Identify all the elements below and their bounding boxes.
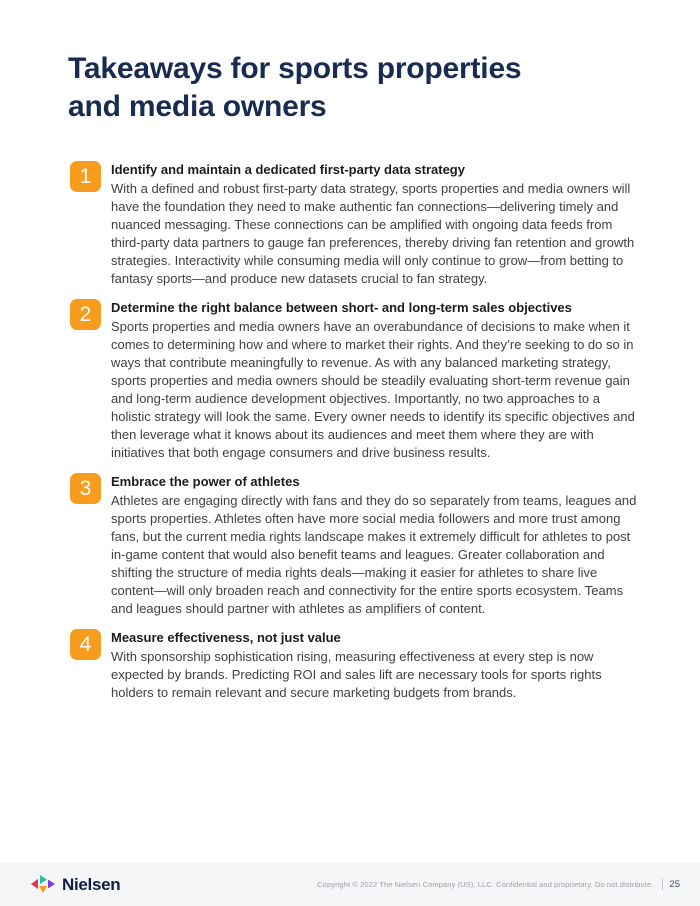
takeaway-text-1: With a defined and robust first-party data strategy, sports properties and media owners will have the foundation they need to make authentic fan connections—delivering timely and nuanced messaging. These connections can be amplified with ongoing data feeds from third-party data partners to gauge fan preferences, thereby driving fan retention and growth strategies. Interactivity while consuming media will only continue to grow—from betting to fantasy sports—and produce new datasets crucial to fan strategy. [111, 181, 635, 286]
nielsen-logo [30, 874, 120, 896]
takeaway-item-3 [70, 472, 642, 618]
page-number-divider [662, 879, 663, 890]
takeaway-body-4 [111, 628, 642, 702]
takeaway-list [68, 160, 642, 702]
nielsen-wordmark: Nielsen [62, 874, 121, 894]
page-title-line-2: and media owners [68, 90, 327, 123]
takeaway-heading-3: Embrace the power of athletes [111, 474, 300, 489]
takeaway-heading-2: Determine the right balance between short- and long-term sales objectives [111, 300, 572, 315]
copyright-text: Copyright © 2022 The Nielsen Company (US), LLC. Confidential and proprietary. Do not distribute. [317, 880, 654, 889]
page-title [68, 50, 642, 126]
takeaway-text-4: With sponsorship sophistication rising, measuring effectiveness at every step is now expected by brands. Predicting ROI and sales lift are necessary tools for sports rights holders to remain relevant and secure marketing budgets from brands. [111, 649, 602, 700]
number-badge-2: 2 [70, 299, 101, 330]
page-title-line-1: Takeaways for sports properties [68, 52, 522, 85]
page-footer [0, 863, 700, 906]
takeaway-body-3 [111, 472, 642, 618]
takeaway-item-2 [70, 298, 642, 462]
number-badge-4: 4 [70, 629, 101, 660]
takeaway-text-2: Sports properties and media owners have an overabundance of decisions to make when it comes to determining how and where to market their rights. And they’re seeking to do so in ways that contribute meaningfully to revenue. As with any balanced marketing strategy, sports properties and media owners should be steadily evaluating short-term revenue gain and long-term audience development objectives. Importantly, no two approaches to a holistic strategy will look the same. Every owner needs to identify its specific objectives and then leverage what it knows about its audiences and meet them where they are with initiatives that both engage consumers and drive business results. [111, 319, 635, 460]
takeaway-text-3: Athletes are engaging directly with fans and they do so separately from teams, leagues and sports properties. Athletes often have more social media followers and more trust among fans, but the current media rights landscape makes it extremely difficult for athletes to post in-game content that would also benefit teams and leagues. Greater collaboration and shifting the structure of media rights deals—making it easier for athletes to share live content—will only broaden reach and connectivity for the entire sports ecosystem. Teams and leagues should partner with athletes as amplifiers of content. [111, 493, 637, 616]
page-number: 25 [669, 879, 680, 890]
nielsen-logo-icon [30, 874, 56, 896]
takeaway-item-1 [70, 160, 642, 288]
takeaway-heading-4: Measure effectiveness, not just value [111, 630, 341, 645]
takeaway-heading-1: Identify and maintain a dedicated first-party data strategy [111, 162, 465, 177]
takeaway-body-2 [111, 298, 642, 462]
takeaway-body-1 [111, 160, 642, 288]
takeaway-item-4 [70, 628, 642, 702]
number-badge-3: 3 [70, 473, 101, 504]
number-badge-1: 1 [70, 161, 101, 192]
